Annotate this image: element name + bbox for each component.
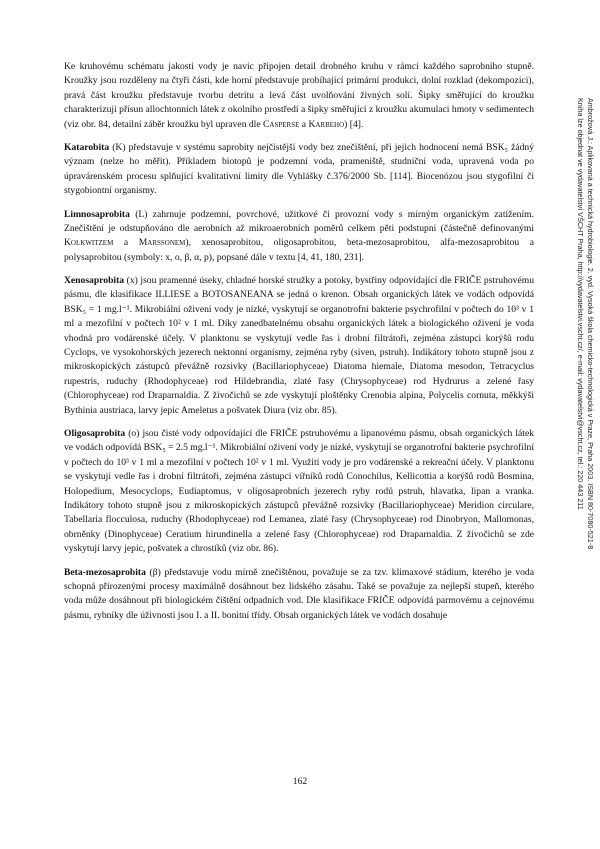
term-katarobita: Katarobita <box>64 141 110 153</box>
conjunction: a <box>301 118 307 130</box>
term-limnosaprobita: Limnosaprobita <box>64 208 130 220</box>
paragraph-intro <box>64 60 534 132</box>
side-citation-line-2: Kniha lze objednat ve vydavatelství VŠCHT Praha, http://vydavatelstvi.vscht.cz/, e-mail: vydavatelstvi@vscht.cz, tel.: 220 443 211 <box>575 98 585 510</box>
term-oligosaprobita: Oligosaprobita <box>64 427 126 439</box>
paragraph-beta-mezosaprobita <box>64 566 534 624</box>
page-number: 162 <box>292 776 308 787</box>
page-body <box>64 60 534 632</box>
side-citation <box>569 98 597 628</box>
intro-ref: ) [4]. <box>344 118 364 130</box>
limnosaprobita-text-1: (L) zahrnuje podzemní, povrchové, užitkové či provozní vody s mírným organickým zatížením. Znečištění je odstupňováno dle aerobních až mikroaerobních poměrů celkem pěti podstupni (částečně definovanými <box>64 208 534 234</box>
author-casperse: Casperse <box>263 118 300 130</box>
paragraph-limnosaprobita <box>64 208 534 266</box>
xenosaprobita-text: (x) jsou pramenné úseky, chladné horské stružky a potoky, bystřiny odpovídající dle FRIČE pstruhovému pásmu, dle klasifikace ILLIESE a BOTOSANEANA se jedná o krenon. Obsah organických látek ve vodách odpovídá BSK₅ = 1 mg.l⁻¹. Mikrobiální oživení vody je nízké, vyskytují se organotrofní bakterie psychrofilní v počtech do 10³ v 1 ml a mezofilní v počtech 10² v 1 ml. Díky zanedbatelnému obsahu organických látek a biologického oživení je voda vhodná pro vodárenské účely. V planktonu se vyskytují vedle řas i drobní filtrátoři, zejména zástupci korýšů rodu Cyclops, ve vysokohorských jezerech nektonní organismy, zejména ryby (siven, pstruh). Indikátory tohoto stupně jsou z mikroskopických zástupců převážně rozsivky (Bacillariophyceae) Diatoma hiemale, Diatoma mesodon, Tetracyclus rupestris, ruduchy (Rhodophyceae) rod Hildebrandia, zlaté řasy (Chrysophyceae) rod Hydrurus a zelené řasy (Chlorophyceae) rod Draparnaldia. Z živočichů se zde vyskytují ploštěnky Crenobia alpina, Polycelis cornuta, měkkýši Bythinia austriaca, larvy jepic Ameletus a pošvatek Diura (viz obr. 85). <box>64 275 534 416</box>
oligosaprobita-text: (o) jsou čisté vody odpovídající dle FRIČE pstruhovému a lipanovému pásmu, obsah organických látek ve vodách odpovídá BSK₅ = 2.5 mg.l⁻¹. Mikrobiální oživení vody je nízké, vyskytují se organotrofní bakterie psychrofilní v počtech do 10³ v 1 ml a mezofilní v počtech 10² v 1 ml. Využití vody je pro vodárenské a rekreační účely. V planktonu se vyskytují vedle řas i drobní filtrátoři, zejména zástupci vířníků rodů Conochilus, Kellicottia a korýšů rodů Bosmina, Holopedium, Mesocyclops, Eudiaptomus, v oligosaprobních jezerech ryby rodů pstruh, hlavatka, lipan a vranka. Indikátory tohoto stupně jsou z mikroskopických zástupců převážně rozsivky (Bacillariophyceae) Meridion circulare, Tabellaria flocculosa, ruduchy (Rhodophyceae) rod Lemanea, zlaté řasy (Chrysophyceae) rod Dinobryon, Mallomonas, obrněnky (Dinophyceae) Ceratium hirundinella a zelené řasy (Chlorophyceae) rod Draparnaldia. Z živočichů se zde vyskytují larvy jepic, pošvatek a chrostíků (viz obr. 86). <box>64 427 535 555</box>
limnosaprobita-text-2: ), xenosaprobitou, oligosaprobitou, beta-mezosaprobitou, alfa-mezosaprobitou a polysaprobitou (symboly: x, o, β, α, p), popsané dále v textu [4, 41, 180, 231]. <box>64 237 534 263</box>
side-citation-line-1: Ambrožová J.: Aplikovaná a technická hydrobiologie. 2. vyd. Vysoká škola chemicko-technologická v Praze, Praha 2003. ISBN 80-7080-521-8 <box>586 98 595 550</box>
paragraph-oligosaprobita <box>64 427 534 557</box>
paragraph-xenosaprobita <box>64 274 534 418</box>
paragraph-katarobita <box>64 141 534 199</box>
beta-mezosaprobita-text: (β) představuje vodu mírně znečištěnou, považuje se za tzv. klimaxové stádium, kterého je voda schopná přirozenými procesy maximálně dosáhnout bez lidského zásahu. Také se považuje za nejlepší stupeň, kterého voda může dosáhnout při biologickém čištění odpadních vod. Dle klasifikace FRIČE odpovídá parmovému a cejnovému pásmu, rybníky dle úživnosti jsou I. a II. bonitní třídy. Obsah organických látek ve vodách dosahuje <box>64 566 534 621</box>
term-xenosaprobita: Xenosaprobita <box>64 275 125 287</box>
author-kolkwitz: Kolkwitzem <box>64 237 114 249</box>
intro-text: Ke kruhovému schématu jakosti vody je navíc připojen detail drobného kruhu v rámci každého saprobního stupně. Kroužky jsou rozděleny na čtyři části, kde horní představuje probíhající primární produkci, dolní rozklad (dekompozici), pravá část kroužku představuje tvorbu detritu a levá část uvolňování živných solí. Šipky směřující do kroužku charakterizují přísun allochtonních látek z okolního prostředí a šipky směřující z kroužku akumulaci hmoty v sedimentech (viz obr. 84, detailní záběr kroužku byl upraven dle <box>64 61 534 130</box>
conjunction: a <box>123 237 129 249</box>
author-karbeho: Karbeho <box>308 118 345 130</box>
author-marsson: Marssonem <box>138 237 186 249</box>
term-beta-mezosaprobita: Beta-mezosaprobita <box>64 566 146 578</box>
katarobita-text: (K) představuje v systému saprobity nejčistější vody bez znečištění, při jejich hodnocení nemá BSK₅ žádný význam (nelze ho měřit). Příkladem biotopů je podzemní voda, prameniště, studniční voda, upravená voda po úpravárenském procesu splňující kvalitativní limity dle Vyhlášky č.376/2000 Sb. [114]. Biocenózou jsou stygofilní či stygobiontní organismy. <box>64 141 534 197</box>
